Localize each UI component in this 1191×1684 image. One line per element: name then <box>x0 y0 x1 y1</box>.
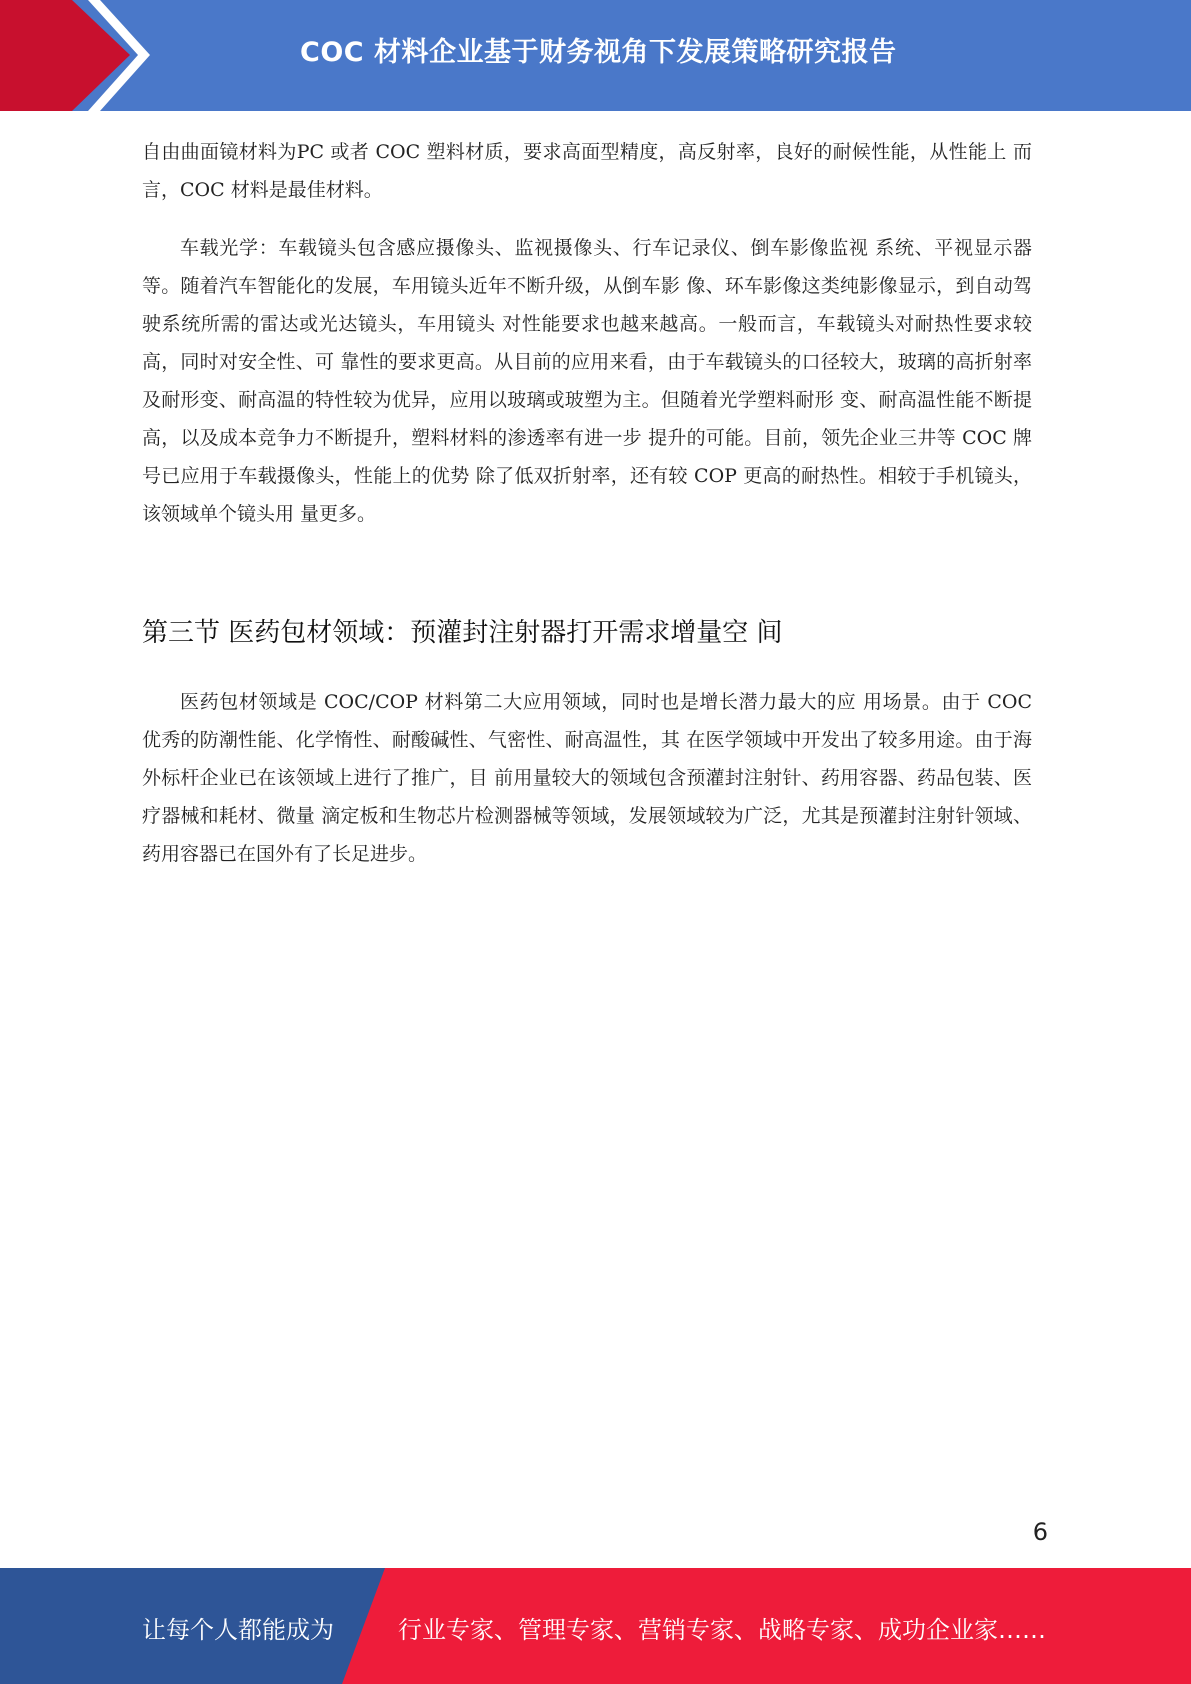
page-footer <box>0 1568 1191 1684</box>
section-heading: 第三节 医药包材领域：预灌封注射器打开需求增量空 间 <box>142 618 783 648</box>
footer-roles: 行业专家、管理专家、营销专家、战略专家、成功企业家…… <box>398 1616 1046 1644</box>
header-arrow-decoration <box>0 0 160 111</box>
header-title: COC 材料企业基于财务视角下发展策略研究报告 <box>300 37 897 68</box>
page-content <box>142 133 1032 873</box>
footer-slogan: 让每个人都能成为 <box>142 1616 334 1644</box>
paragraph-automotive-optics: 车载光学：车载镜头包含感应摄像头、监视摄像头、行车记录仪、倒车影像监视 系统、平视显示器等。随着汽车智能化的发展，车用镜头近年不断升级，从倒车影 像、环车影像这类纯影像显示，到自动驾驶系统所需的雷达或光达镜头，车用镜头 对性能要求也越来越高。一般而言，车载镜头对耐热性要求较高，同时对安全性、可 靠性的要求更高。从目前的应用来看，由于车载镜头的口径较大，玻璃的高折射率 及耐形变、耐高温的特性较为优异，应用以玻璃或玻塑为主。但随着光学塑料耐形 变、耐高温性能不断提高，以及成本竞争力不断提升，塑料材料的渗透率有进一步 提升的可能。目前，领先企业三井等 COC 牌号已应用于车载摄像头，性能上的优势 除了低双折射率，还有较 COP 更高的耐热性。相较于手机镜头，该领域单个镜头用 量更多。 <box>142 237 1032 525</box>
paragraph-freeform-mirror: 自由曲面镜材料为PC 或者 COC 塑料材质，要求高面型精度，高反射率，良好的耐候性能，从性能上 而言，COC 材料是最佳材料。 <box>142 141 1032 201</box>
page-header <box>0 0 1191 111</box>
page-number: 6 <box>1032 1518 1048 1546</box>
paragraph-pharma-packaging: 医药包材领域是 COC/COP 材料第二大应用领域，同时也是增长潜力最大的应 用场景。由于 COC 优秀的防潮性能、化学惰性、耐酸碱性、气密性、耐高温性，其 在医学领域中开发出了较多用途。由于海外标杆企业已在该领域上进行了推广，目 前用量较大的领域包含预灌封注射针、药用容器、药品包装、医疗器械和耗材、微量 滴定板和生物芯片检测器械等领域，发展领域较为广泛，尤其是预灌封注射针领域、 药用容器已在国外有了长足进步。 <box>142 691 1032 865</box>
